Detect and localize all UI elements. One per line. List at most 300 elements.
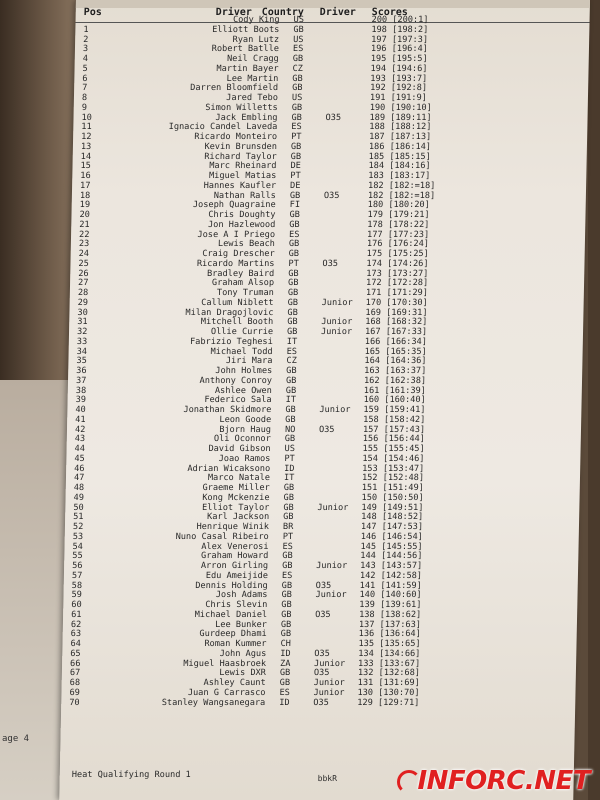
cell-driver-class: O35 <box>314 648 330 659</box>
table-row <box>74 84 588 94</box>
cell-pos: 31 <box>77 317 88 328</box>
cell-country: GB <box>289 210 300 220</box>
cell-country: GB <box>281 580 293 591</box>
cell-driver-class: O35 <box>323 190 340 201</box>
cell-pos: 4 <box>82 54 89 64</box>
cell-score: 174 [174:26] <box>366 258 429 269</box>
cell-country: GB <box>287 278 299 289</box>
cell-score: 190 [190:10] <box>369 102 432 113</box>
cell-driver-class: Junior <box>321 297 353 308</box>
cell-country: US <box>291 93 303 103</box>
table-row <box>71 221 585 231</box>
cell-country: PT <box>288 258 299 269</box>
cell-score: 189 [189:11] <box>369 112 432 123</box>
cell-pos: 45 <box>74 453 85 464</box>
table-row <box>70 260 584 270</box>
background-right <box>588 0 600 800</box>
cell-driver: Nuno Casal Ribeiro <box>175 531 269 542</box>
header-country: Country <box>261 7 305 18</box>
footer-software: bbkR <box>317 774 338 783</box>
cell-pos: 57 <box>71 570 83 581</box>
cell-score: 152 [152:48] <box>361 473 425 484</box>
table-row <box>72 201 586 211</box>
cell-country: GB <box>290 141 302 152</box>
cell-pos: 5 <box>82 63 88 74</box>
cell-pos: 53 <box>72 531 84 542</box>
table-row <box>68 387 582 397</box>
table-row <box>66 455 580 465</box>
table-row <box>66 445 580 455</box>
cell-country: ID <box>279 697 290 708</box>
cell-driver: Lewis DXR <box>219 668 267 679</box>
table-row <box>69 338 583 348</box>
cell-driver: Lee Martin <box>226 73 279 84</box>
cell-pos: 33 <box>76 336 88 347</box>
cell-pos: 23 <box>78 239 90 250</box>
cell-score: 169 [169:31] <box>365 307 428 318</box>
cell-score: 170 [170:30] <box>365 297 428 308</box>
cell-country: GB <box>281 590 292 601</box>
cell-score: 138 [138:62] <box>359 609 422 620</box>
cell-pos: 41 <box>75 414 86 425</box>
cell-driver: Cody King <box>232 15 280 25</box>
cell-driver: Milan Dragojlovic <box>185 307 274 318</box>
cell-driver: Tony Truman <box>216 288 274 298</box>
cell-score: 161 [161:39] <box>363 385 427 396</box>
cell-score: 185 [185:15] <box>368 151 431 162</box>
cell-driver: David Gibson <box>208 444 271 454</box>
cell-country: GB <box>287 288 299 298</box>
cell-country: GB <box>283 492 295 503</box>
cell-country: GB <box>292 54 304 64</box>
cell-score: 195 [195:5] <box>370 54 428 64</box>
cell-country: ES <box>292 44 304 55</box>
cell-driver: Bradley Baird <box>206 268 275 279</box>
cell-country: GB <box>281 600 292 610</box>
cell-pos: 18 <box>79 190 91 201</box>
table-row <box>69 328 583 338</box>
cell-pos: 37 <box>75 375 87 386</box>
cell-pos: 54 <box>72 541 84 552</box>
cell-score: 194 [194:6] <box>370 63 428 74</box>
cell-driver: Ricardo Monteiro <box>194 132 278 142</box>
cell-pos: 19 <box>79 200 91 211</box>
table-row <box>75 55 589 65</box>
cell-driver: Graeme Miller <box>202 483 270 493</box>
adjacent-page-number: age 4 <box>2 734 30 744</box>
cell-driver-class: Junior <box>317 502 349 513</box>
cell-country: IT <box>285 395 297 406</box>
cell-country: CH <box>280 639 291 649</box>
cell-driver: Darren Bloomfield <box>190 83 279 94</box>
cell-country: ID <box>280 648 291 659</box>
cell-driver: Jack Embling <box>215 112 278 123</box>
cell-driver: Jose A I Priego <box>197 229 276 240</box>
cell-pos: 10 <box>81 112 93 123</box>
cell-driver: Henrique Winik <box>196 522 270 532</box>
cell-country: GB <box>283 502 294 513</box>
cell-driver: Karl Jackson <box>206 512 270 523</box>
table-row <box>65 523 579 533</box>
cell-pos: 30 <box>77 307 88 318</box>
cell-score: 132 [132:68] <box>357 668 421 679</box>
cell-driver: Robert Batlle <box>211 44 280 55</box>
cell-country: PT <box>284 453 295 464</box>
cell-pos: 28 <box>77 288 89 298</box>
cell-driver: John Agus <box>219 648 267 659</box>
watermark-text: INFORC.NET <box>417 766 590 796</box>
watermark-logo <box>397 766 590 796</box>
cell-driver: Kong Mckenzie <box>202 492 270 503</box>
cell-score: 154 [154:46] <box>362 453 425 464</box>
cell-score: 159 [159:41] <box>363 405 426 415</box>
cell-score: 197 [197:3] <box>371 34 429 45</box>
cell-country: IT <box>286 336 298 347</box>
cell-driver: Lee Bunker <box>215 619 268 630</box>
table-row <box>72 192 586 202</box>
cell-score: 162 [162:38] <box>363 375 427 386</box>
cell-score: 147 [147:53] <box>360 522 424 532</box>
cell-pos: 62 <box>70 619 82 630</box>
cell-pos: 39 <box>75 395 87 406</box>
table-row <box>73 123 587 133</box>
cell-pos: 14 <box>80 151 92 162</box>
cell-driver: Anthony Conroy <box>199 375 273 386</box>
cell-country: ES <box>279 687 290 698</box>
cell-driver: Mitchell Booth <box>200 317 274 328</box>
cell-pos: 15 <box>80 161 91 172</box>
cell-country: GB <box>290 151 302 162</box>
table-row <box>70 299 584 309</box>
cell-driver: Joao Ramos <box>218 453 271 464</box>
cell-country: GB <box>281 609 292 620</box>
cell-country: US <box>284 444 296 454</box>
cell-pos: 26 <box>78 268 89 279</box>
cell-driver: Roman Kummer <box>204 639 267 649</box>
cell-pos: 27 <box>77 278 89 289</box>
table-row <box>67 406 581 416</box>
cell-country: IT <box>283 473 295 484</box>
cell-score: 192 [192:8] <box>370 83 428 94</box>
cell-driver-class: Junior <box>313 687 345 698</box>
cell-pos: 48 <box>73 483 85 493</box>
cell-country: GB <box>288 239 300 250</box>
table-row <box>66 474 580 484</box>
cell-driver-class: O35 <box>313 668 330 679</box>
table-row <box>71 211 585 221</box>
cell-pos: 17 <box>80 180 91 191</box>
cell-pos: 11 <box>81 122 92 133</box>
cell-driver-class: Junior <box>319 405 351 415</box>
cell-country: GB <box>286 366 297 376</box>
table-row <box>68 367 582 377</box>
table-row <box>70 270 584 280</box>
cell-score: 165 [165:35] <box>364 346 427 357</box>
cell-score: 136 [136:64] <box>358 629 421 640</box>
cell-driver: Miguel Matias <box>208 171 277 181</box>
cell-driver-class: O35 <box>322 258 339 269</box>
cell-driver: Jared Tebo <box>226 93 279 103</box>
cell-pos: 66 <box>69 658 81 669</box>
cell-driver: Marc Rheinard <box>209 161 277 172</box>
cell-score: 145 [145:55] <box>360 541 423 552</box>
cell-driver: Alex Venerosi <box>201 541 269 552</box>
cell-pos: 29 <box>77 297 89 308</box>
cell-country: ES <box>286 346 298 357</box>
cell-pos: 64 <box>70 639 81 649</box>
table-row <box>73 153 587 163</box>
cell-driver: Kevin Brunsden <box>204 141 278 152</box>
cell-pos: 3 <box>82 44 89 55</box>
cell-score: 130 [130:70] <box>357 687 420 698</box>
cell-country: GB <box>288 268 299 279</box>
cell-driver: Federico Sala <box>204 395 272 406</box>
cell-driver: Michael Todd <box>210 346 273 357</box>
table-row <box>67 435 581 445</box>
cell-country: GB <box>279 678 291 688</box>
cell-pos: 69 <box>69 687 80 698</box>
cell-driver: Craig Drescher <box>202 249 275 259</box>
cell-score: 148 [148:52] <box>361 512 424 523</box>
cell-pos: 65 <box>70 648 81 659</box>
header-driver-class: Driver <box>319 7 356 18</box>
table-row <box>71 240 585 250</box>
cell-country: US <box>293 34 304 45</box>
cell-country: GB <box>292 73 303 84</box>
cell-pos: 52 <box>72 522 84 532</box>
table-row <box>71 231 585 241</box>
cell-pos: 1 <box>83 24 89 35</box>
cell-score: 133 [133:67] <box>357 658 421 669</box>
cell-score: 139 [139:61] <box>359 600 422 610</box>
cell-score: 140 [140:60] <box>359 590 422 601</box>
table-row <box>72 172 586 182</box>
cell-country: GB <box>284 434 296 445</box>
cell-pos: 70 <box>69 697 80 708</box>
cell-pos: 36 <box>76 366 87 376</box>
cell-pos: 49 <box>73 492 85 503</box>
table-row <box>66 465 580 475</box>
cell-pos: 56 <box>72 561 83 571</box>
cell-driver: Ashley Caunt <box>203 678 266 688</box>
cell-pos: 20 <box>79 210 90 220</box>
cell-country: GB <box>280 619 292 630</box>
cell-score: 151 [151:49] <box>361 483 424 493</box>
cell-pos: 40 <box>75 405 86 415</box>
cell-country: PT <box>291 132 302 142</box>
cell-pos: 9 <box>81 102 88 113</box>
cell-driver: Ollie Currie <box>210 327 274 337</box>
header-scores: Scores <box>371 7 408 18</box>
cell-pos: 25 <box>78 258 89 269</box>
cell-score: 160 [160:40] <box>363 395 426 406</box>
cell-driver-class: O35 <box>315 580 332 591</box>
cell-driver-class: Junior <box>320 327 353 337</box>
cell-country: PT <box>282 531 294 542</box>
table-row <box>67 426 581 436</box>
cell-score: 146 [146:54] <box>360 531 423 542</box>
header-driver: Driver <box>215 7 252 18</box>
cell-country: ZA <box>279 658 291 669</box>
cell-pos: 59 <box>71 590 82 601</box>
cell-pos: 46 <box>74 463 85 474</box>
cell-country: ES <box>282 541 294 552</box>
cell-score: 183 [183:17] <box>368 171 431 181</box>
cell-pos: 8 <box>81 93 88 103</box>
cell-pos: 22 <box>78 229 90 240</box>
cell-pos: 6 <box>82 73 88 84</box>
cell-driver: Marco Natale <box>207 473 271 484</box>
cell-country: GB <box>282 551 293 562</box>
cell-country: CZ <box>292 63 304 74</box>
cell-driver-class: Junior <box>316 561 348 571</box>
cell-pos: 51 <box>73 512 84 523</box>
cell-country: GB <box>289 190 301 201</box>
cell-country: GB <box>287 297 299 308</box>
cell-driver: Jon Hazlewood <box>207 219 276 230</box>
table-row <box>73 143 587 153</box>
cell-driver: Michael Daniel <box>194 609 268 620</box>
table-row <box>75 36 589 46</box>
cell-pos: 50 <box>73 502 84 513</box>
cell-score: 158 [158:42] <box>363 414 426 425</box>
cell-driver-class: Junior <box>321 317 353 328</box>
cell-driver-class: O35 <box>318 424 335 435</box>
table-row <box>65 513 579 523</box>
cell-country: FI <box>289 200 301 211</box>
cell-score: 184 [184:16] <box>368 161 431 172</box>
cell-country: ES <box>281 570 293 581</box>
cell-score: 182 [182:=18] <box>367 190 436 201</box>
cell-country: GB <box>285 375 297 386</box>
cell-country: GB <box>285 414 296 425</box>
cell-pos: 43 <box>74 434 86 445</box>
cell-country: US <box>293 15 305 25</box>
cell-driver: Elliot Taylor <box>201 502 270 513</box>
cell-country: GB <box>291 102 303 113</box>
table-row <box>69 348 583 358</box>
cell-country: BR <box>282 522 294 532</box>
cell-driver: Richard Taylor <box>204 151 277 162</box>
cell-driver: Nathan Ralls <box>213 190 277 201</box>
cell-driver: Bjorn Haug <box>219 424 272 435</box>
table-row <box>65 504 579 514</box>
cell-country: NO <box>284 424 296 435</box>
cell-score: 180 [180:20] <box>367 200 430 211</box>
cell-driver: Jiri Mara <box>225 356 273 367</box>
cell-score: 172 [172:28] <box>365 278 429 289</box>
cell-driver: Graham Howard <box>200 551 269 562</box>
footer-round-name: Heat Qualifying Round 1 <box>71 770 191 780</box>
cell-pos: 44 <box>74 444 86 454</box>
cell-country: GB <box>287 317 298 328</box>
cell-score: 200 [200:1] <box>371 15 429 25</box>
cell-score: 168 [168:32] <box>365 317 428 328</box>
cell-country: GB <box>293 24 304 35</box>
table-row <box>74 75 588 85</box>
cell-score: 150 [150:50] <box>361 492 424 503</box>
cell-pos: 60 <box>71 600 82 610</box>
cell-score: 188 [188:12] <box>369 122 432 133</box>
cell-score: 144 [144:56] <box>360 551 423 562</box>
cell-score: 129 [129:71] <box>357 697 420 708</box>
cell-pos: 38 <box>75 385 87 396</box>
table-row <box>61 699 575 709</box>
cell-driver: Jonathan Skidmore <box>183 405 272 415</box>
table-row <box>63 591 577 601</box>
cell-driver: Graham Alsop <box>211 278 275 289</box>
cell-score: 134 [134:66] <box>358 648 421 659</box>
cell-score: 155 [155:45] <box>362 444 425 454</box>
cell-driver: Oli Oconnor <box>213 434 271 445</box>
cell-pos: 58 <box>71 580 83 591</box>
cell-driver: Leon Goode <box>219 414 272 425</box>
cell-driver: Adrian Wicaksono <box>187 463 271 474</box>
cell-country: GB <box>291 112 303 123</box>
cell-score: 141 [141:59] <box>359 580 422 591</box>
cell-country: GB <box>280 629 292 640</box>
cell-score: 198 [198:2] <box>371 24 429 35</box>
cell-pos: 55 <box>72 551 83 562</box>
cell-score: 179 [179:21] <box>367 210 430 220</box>
cell-driver: Chris Doughty <box>208 210 276 220</box>
cell-pos: 34 <box>76 346 88 357</box>
cell-pos: 21 <box>79 219 90 230</box>
table-row <box>70 279 584 289</box>
cell-pos: 35 <box>76 356 87 367</box>
cell-driver: Josh Adams <box>215 590 268 601</box>
cell-score: 164 [164:36] <box>364 356 427 367</box>
cell-country: GB <box>288 249 300 259</box>
cell-country: ID <box>284 463 295 474</box>
cell-driver-class: Junior <box>313 658 346 669</box>
cell-country: GB <box>285 405 296 415</box>
cell-driver: Edu Ameijide <box>205 570 269 581</box>
cell-score: 149 [149:51] <box>361 502 424 513</box>
cell-country: GB <box>279 668 291 679</box>
table-row <box>65 533 579 543</box>
cell-score: 186 [186:14] <box>368 141 432 152</box>
results-sheet <box>59 0 590 800</box>
cell-score: 187 [187:13] <box>369 132 432 142</box>
cell-pos: 67 <box>69 668 81 679</box>
table-row <box>73 114 587 124</box>
cell-driver: Martin Bayer <box>216 63 279 74</box>
cell-country: PT <box>290 171 301 181</box>
cell-driver: Ricardo Martins <box>196 258 275 269</box>
cell-country: GB <box>292 83 303 94</box>
cell-driver-class: O35 <box>315 609 331 620</box>
cell-driver: Gurdeep Dhami <box>199 629 267 640</box>
table-row <box>73 133 587 143</box>
cell-pos: 61 <box>71 609 82 620</box>
cell-driver: Joseph Quagraine <box>192 200 276 211</box>
cell-driver: Simon Willetts <box>205 102 278 113</box>
cell-score: 175 [175:25] <box>366 249 429 259</box>
cell-driver-class: O35 <box>325 112 342 123</box>
cell-driver: Fabrizio Teghesi <box>189 336 273 347</box>
cell-score: 191 [191:9] <box>369 93 427 103</box>
cell-country: DE <box>290 161 301 172</box>
cell-pos: 63 <box>70 629 82 640</box>
cell-score: 166 [166:34] <box>364 336 428 347</box>
cell-driver: Lewis Beach <box>217 239 275 250</box>
header-pos: Pos <box>83 7 102 18</box>
cell-pos: 13 <box>80 141 92 152</box>
cell-driver-class: Junior <box>315 590 347 601</box>
cell-pos: 7 <box>82 83 88 94</box>
cell-driver: Chris Slevin <box>205 600 268 610</box>
